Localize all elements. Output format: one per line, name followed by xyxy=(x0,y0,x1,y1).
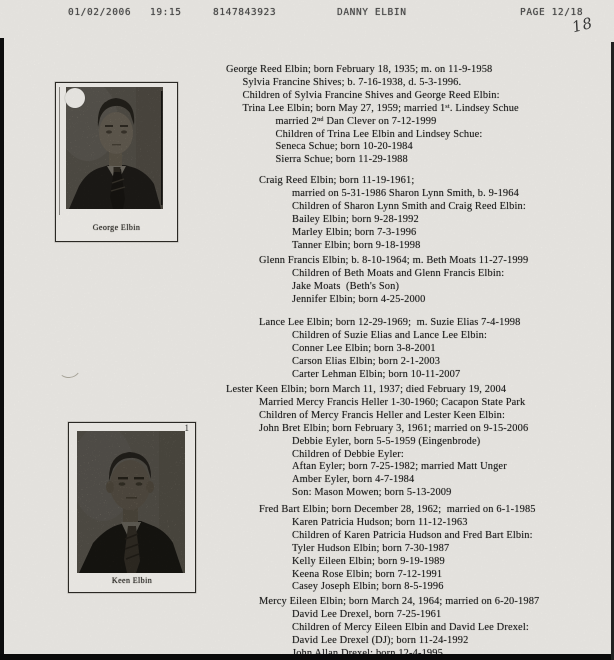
genealogy-line: Amber Eyler, born 4-7-1984 xyxy=(292,474,415,486)
genealogy-line: Sylvia Francine Shives; b. 7-16-1938, d. 5-3-1996. xyxy=(242,76,462,88)
genealogy-line: Mercy Eileen Elbin; born March 24, 1964; married on 6-20-1987 xyxy=(259,596,540,607)
fax-page-count: PAGE 12/18 xyxy=(520,7,584,18)
genealogy-line: Bailey Elbin; born 9-28-1992 xyxy=(292,213,419,225)
genealogy-block-craig xyxy=(226,175,526,252)
genealogy-line: Fred Bart Elbin; born December 28, 1962; married on 6-1-1985 xyxy=(259,504,536,515)
scan-edge-bottom xyxy=(0,654,614,660)
genealogy-line: David Lee Drexel, born 7-25-1961 xyxy=(292,608,442,620)
punch-hole-top xyxy=(65,88,85,108)
genealogy-block-lester xyxy=(226,384,528,500)
genealogy-line: Lester Keen Elbin; born March 11, 1937; died February 19, 2004 xyxy=(226,384,507,395)
genealogy-line: Children of Sylvia Francine Shives and George Reed Elbin: xyxy=(242,89,500,101)
scan-edge-left xyxy=(0,38,4,660)
genealogy-block-mercy xyxy=(226,596,539,660)
genealogy-line: Tanner Elbin; born 9-18-1998 xyxy=(292,239,421,251)
genealogy-line: George Reed Elbin; born February 18, 1935; m. on 11-9-1958 xyxy=(226,64,493,75)
genealogy-line: Conner Lee Elbin; born 3-8-2001 xyxy=(292,342,436,354)
genealogy-block-fred xyxy=(226,504,536,594)
genealogy-line: Children of Sharon Lynn Smith and Craig Reed Elbin: xyxy=(292,200,526,212)
genealogy-line: Debbie Eyler, born 5-5-1959 (Eingenbrode) xyxy=(292,435,481,447)
photo-caption-keen: Keen Elbin xyxy=(111,576,153,585)
photo-frame-keen xyxy=(68,422,196,593)
genealogy-line: Children of Suzie Elias and Lance Lee Elbin: xyxy=(292,329,488,341)
photo-corner-mark: 1 xyxy=(184,423,189,433)
genealogy-line: Craig Reed Elbin; born 11-19-1961; xyxy=(259,175,415,186)
genealogy-line: Children of Beth Moats and Glenn Francis Elbin: xyxy=(292,267,505,279)
photo-caption-george: George Elbin xyxy=(92,223,141,232)
genealogy-line: Carson Elias Elbin; born 2-1-2003 xyxy=(292,355,441,367)
genealogy-line: Glenn Francis Elbin; b. 8-10-1964; m. Beth Moats 11-27-1999 xyxy=(259,255,529,266)
genealogy-line: Karen Patricia Hudson; born 11-12-1963 xyxy=(292,516,468,528)
genealogy-line: Married Mercy Francis Heller 1-30-1960; Cacapon State Park xyxy=(259,396,526,408)
genealogy-block-lance xyxy=(226,317,520,382)
genealogy-line: Keena Rose Elbin; born 7-12-1991 xyxy=(292,568,443,580)
fax-time: 19:15 xyxy=(150,7,182,18)
genealogy-line: Children of Mercy Francis Heller and Lester Keen Elbin: xyxy=(259,409,506,421)
fax-sender-name: DANNY ELBIN xyxy=(337,7,407,18)
genealogy-line: Aftan Eyler; born 7-25-1982; married Matt Unger xyxy=(292,461,507,473)
fax-date: 01/02/2006 xyxy=(68,7,132,18)
genealogy-line: Lance Lee Elbin; born 12-29-1969; m. Suzie Elias 7-4-1998 xyxy=(259,317,521,328)
photo-keen-portrait xyxy=(77,431,185,573)
genealogy-line: David Lee Drexel (DJ); born 11-24-1992 xyxy=(292,634,469,646)
genealogy-line: married 2ⁿᵈ Dan Clever on 7-12-1999 xyxy=(275,115,437,127)
genealogy-line: Children of Trina Lee Elbin and Lindsey Schue: xyxy=(275,128,483,140)
genealogy-line: John Bret Elbin; born February 3, 1961; married on 9-15-2006 xyxy=(259,422,529,434)
genealogy-line: married on 5-31-1986 Sharon Lynn Smith, b. 9-1964 xyxy=(292,187,519,199)
genealogy-line: Sierra Schue; born 11-29-1988 xyxy=(275,154,408,166)
genealogy-line: Jennifer Elbin; born 4-25-2000 xyxy=(292,293,426,305)
genealogy-block-george xyxy=(226,64,519,167)
genealogy-line: Kelly Eileen Elbin; born 9-19-1989 xyxy=(292,555,445,567)
genealogy-line: Children of Mercy Eileen Elbin and David Lee Drexel: xyxy=(292,621,529,633)
genealogy-line: Seneca Schue; born 10-20-1984 xyxy=(275,141,413,153)
genealogy-line: Trina Lee Elbin; born May 27, 1959; married 1ˢᵗ. Lindsey Schue xyxy=(242,102,519,114)
genealogy-line: Casey Joseph Elbin; born 8-5-1996 xyxy=(292,581,444,593)
genealogy-line: Son: Mason Mowen; born 5-13-2009 xyxy=(292,487,452,499)
genealogy-line: Children of Karen Patricia Hudson and Fred Bart Elbin: xyxy=(292,529,533,541)
frame-inner-line xyxy=(59,87,60,215)
genealogy-line: Tyler Hudson Elbin; born 7-30-1987 xyxy=(292,542,450,554)
genealogy-line: Children of Debbie Eyler: xyxy=(292,448,404,460)
handwritten-page-number: 18 xyxy=(570,13,595,37)
punch-hole-middle xyxy=(56,354,83,379)
genealogy-line: Jake Moats (Beth's Son) xyxy=(292,280,400,292)
genealogy-block-glenn xyxy=(226,255,528,307)
fax-number: 8147843923 xyxy=(213,7,277,18)
genealogy-line: Marley Elbin; born 7-3-1996 xyxy=(292,226,417,238)
genealogy-line: Carter Lehman Elbin; born 10-11-2007 xyxy=(292,368,461,380)
